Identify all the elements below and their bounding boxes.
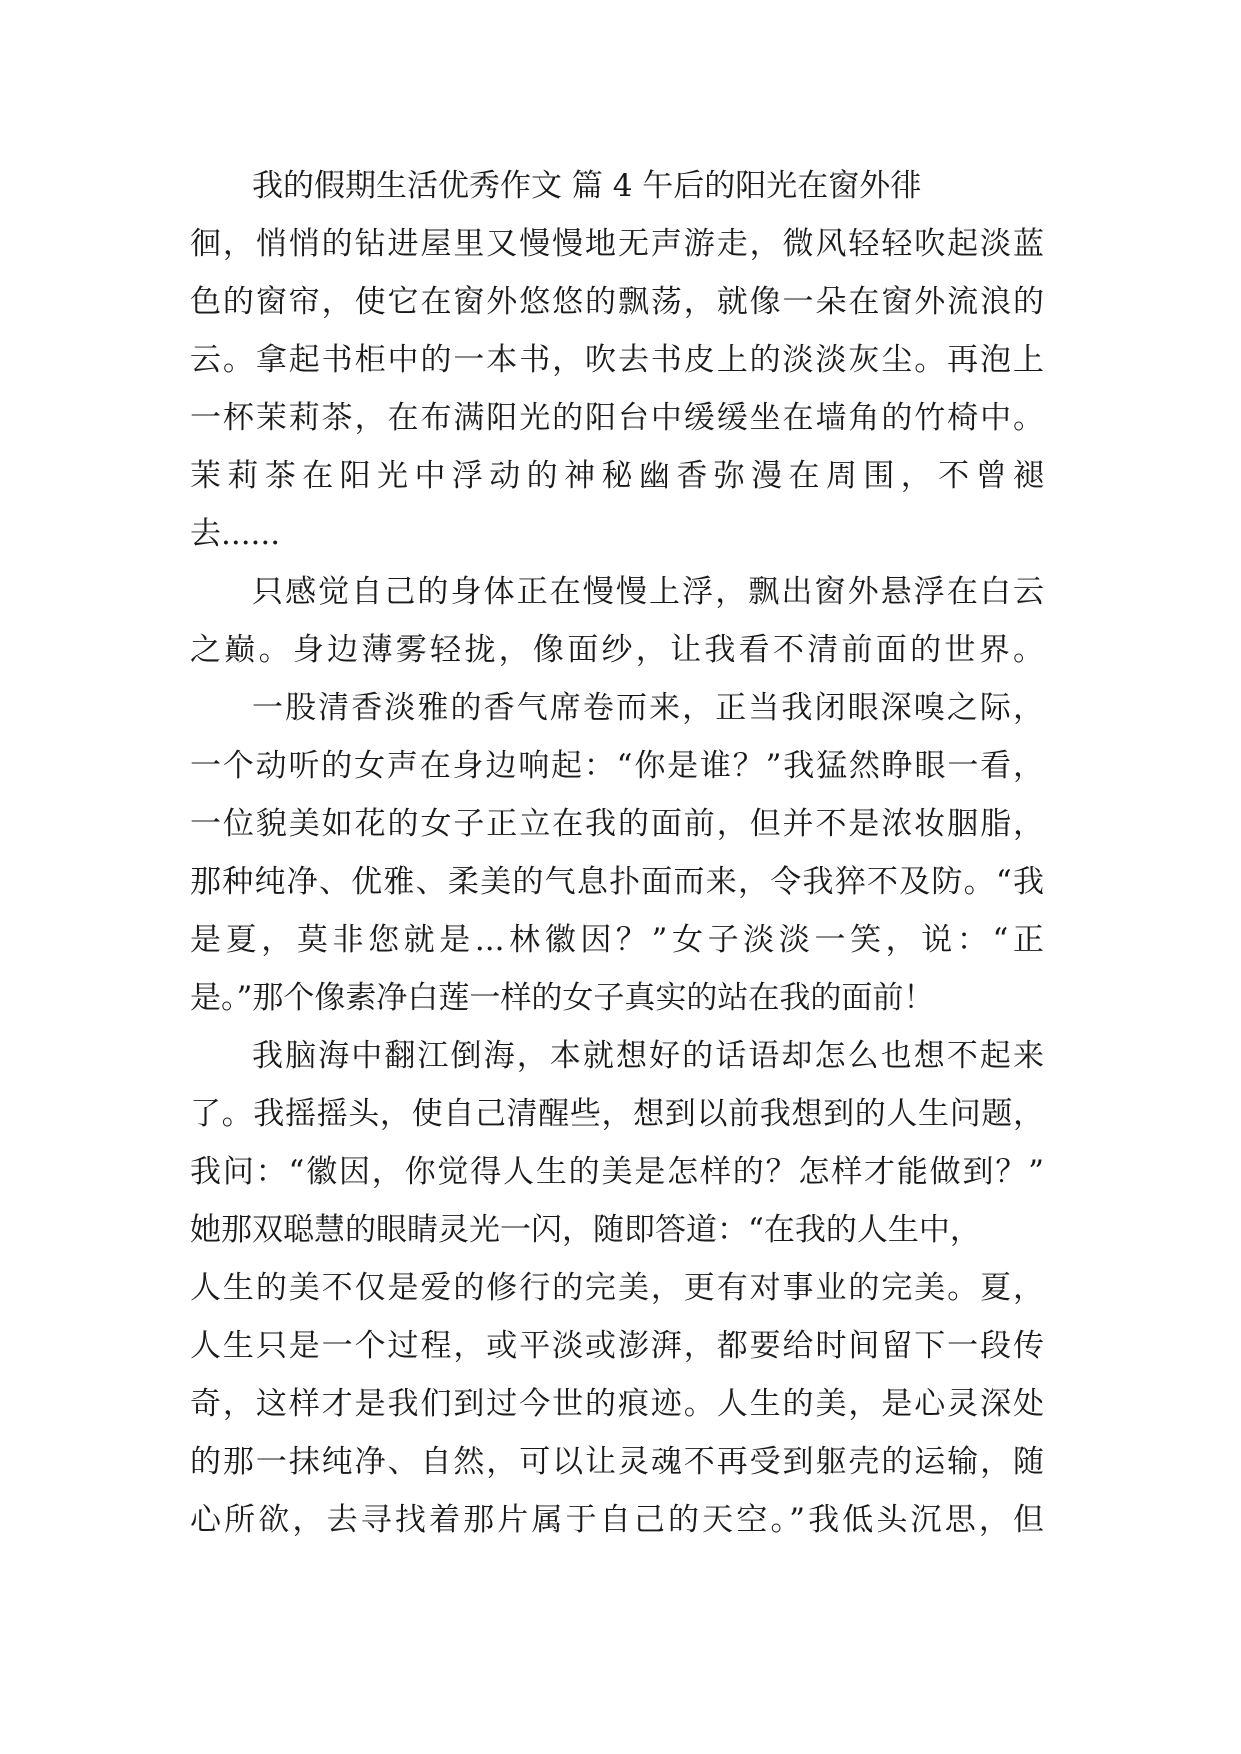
text-line: 去...... [190,516,281,552]
text-line: 是。”那个像素净白莲一样的女子真实的站在我的面前！ [190,980,935,1016]
text-line: 了。我摇摇头，使自己清醒些，想到以前我想到的人生问题， [190,1096,1044,1132]
text-line: 一杯茉莉茶，在布满阳光的阳台中缓缓坐在墙角的竹椅中。 [190,400,1044,436]
text-line: 她那双聪慧的眼睛灵光一闪，随即答道：“在我的人生中， [190,1212,981,1248]
text-line: 奇，这样才是我们到过今世的痕迹。人生的美，是心灵深处 [190,1386,1044,1422]
text-line: 一个动听的女声在身边响起：“你是谁？”我猛然睁眼一看， [190,748,1044,784]
text-line: 一位貌美如花的女子正立在我的面前，但并不是浓妆胭脂， [190,806,1044,842]
text-line: 只感觉自己的身体正在慢慢上浮，飘出窗外悬浮在白云 [252,574,1044,610]
text-line: 茉莉茶在阳光中浮动的神秘幽香弥漫在周围，不曾褪 [190,458,1044,494]
text-line: 我的假期生活优秀作文 篇 4 午后的阳光在窗外徘 [252,168,922,204]
text-line: 我脑海中翻江倒海，本就想好的话语却怎么也想不起来 [252,1038,1044,1074]
text-line: 心所欲，去寻找着那片属于自己的天空。”我低头沉思，但 [190,1502,1044,1538]
text-line: 一股清香淡雅的香气席卷而来，正当我闭眼深嗅之际， [252,690,1044,726]
text-line: 那种纯净、优雅、柔美的气息扑面而来，令我猝不及防。“我 [190,864,1044,900]
text-line: 是夏，莫非您就是...林徽因？”女子淡淡一笑，说：“正 [190,922,1044,958]
text-line: 的那一抹纯净、自然，可以让灵魂不再受到躯壳的运输，随 [190,1444,1044,1480]
text-line: 云。拿起书柜中的一本书，吹去书皮上的淡淡灰尘。再泡上 [190,342,1044,378]
text-line: 人生的美不仅是爱的修行的完美，更有对事业的完美。夏， [190,1270,1044,1306]
text-line: 之巅。身边薄雾轻拢，像面纱，让我看不清前面的世界。 [190,632,1044,668]
text-line: 徊，悄悄的钻进屋里又慢慢地无声游走，微风轻轻吹起淡蓝 [190,226,1044,262]
text-line: 色的窗帘，使它在窗外悠悠的飘荡，就像一朵在窗外流浪的 [190,284,1044,320]
text-line: 人生只是一个过程，或平淡或澎湃，都要给时间留下一段传 [190,1328,1044,1364]
text-line: 我问：“徽因，你觉得人生的美是怎样的？怎样才能做到？” [190,1154,1044,1190]
